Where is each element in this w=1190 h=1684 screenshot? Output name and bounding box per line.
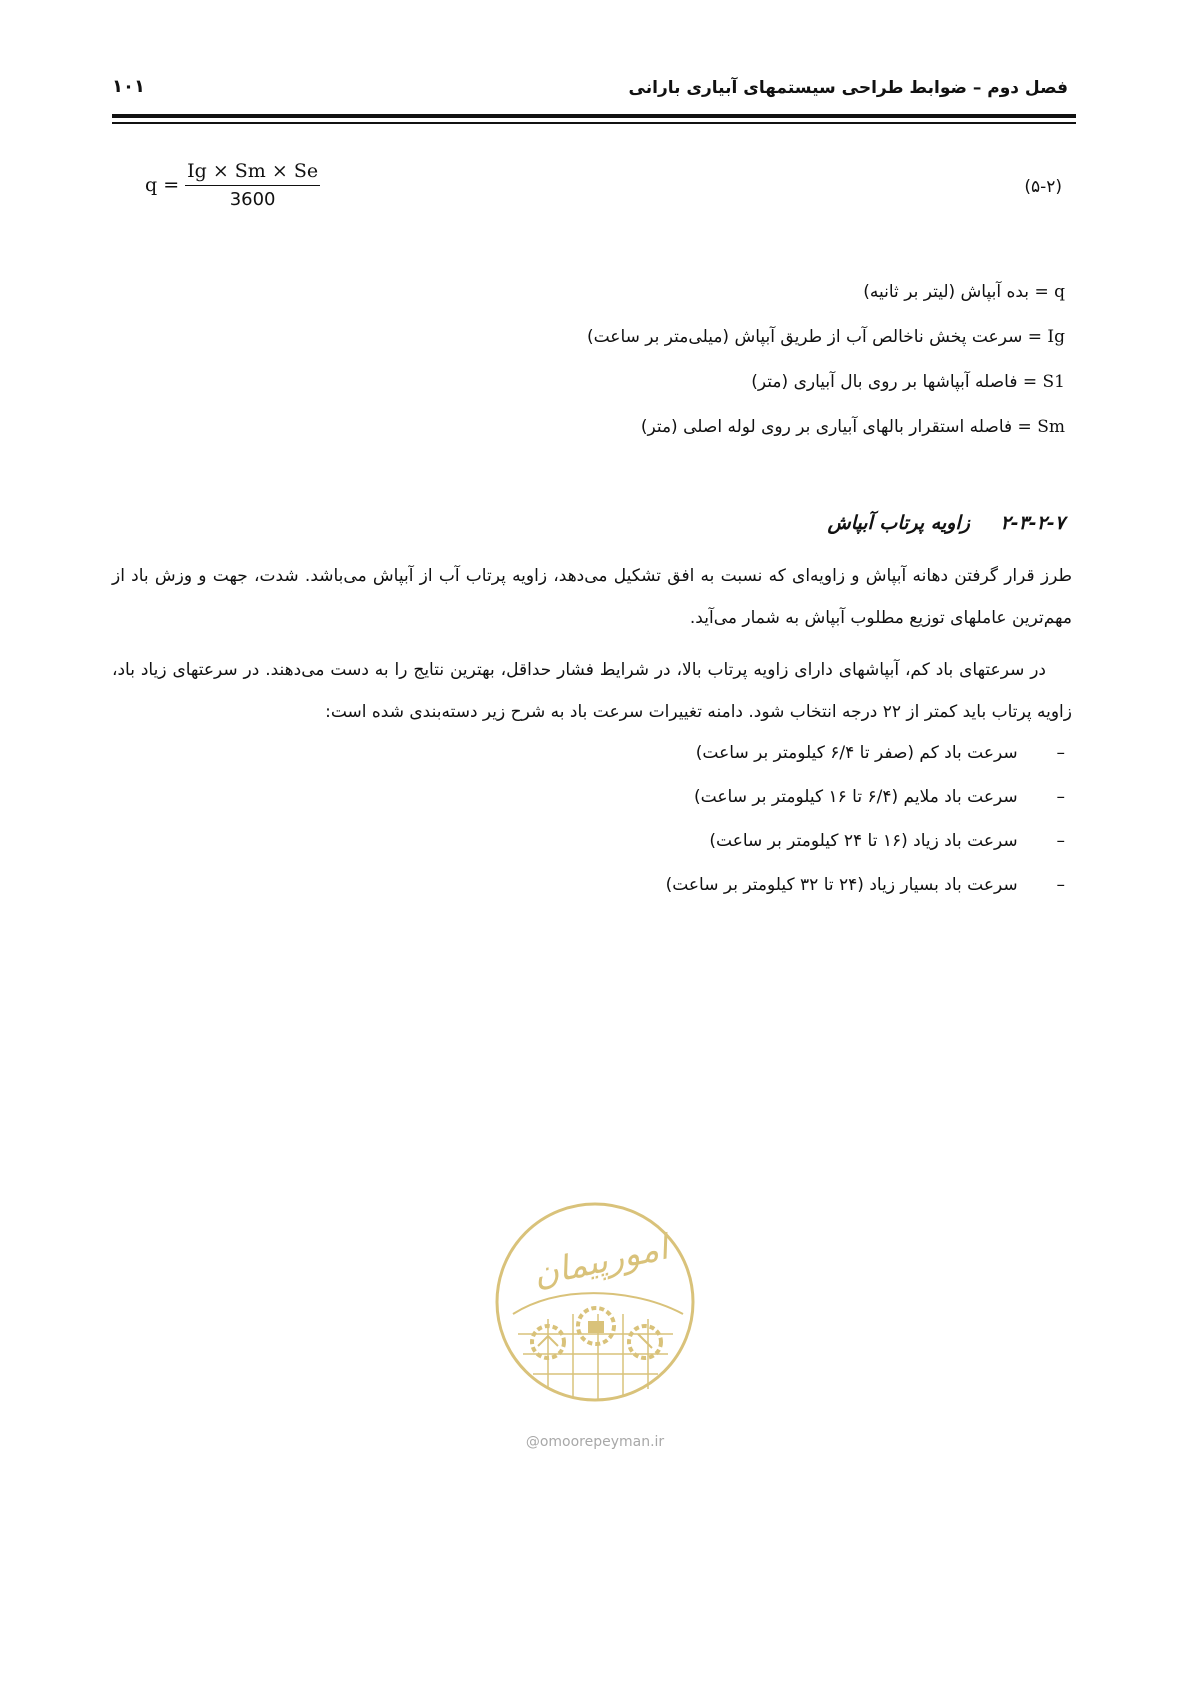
definition-line: [587, 412, 1065, 457]
watermark-logo-text: امورپیمان: [529, 1227, 672, 1295]
page-number: ۱۰۱: [112, 76, 145, 97]
formula-denominator: 3600: [229, 189, 276, 210]
formula-lhs: q =: [145, 174, 180, 196]
definition-text: = سرعت پخش ناخالص آب از طریق آبپاش (میلی‌متر بر ساعت): [586, 327, 1042, 347]
list-dash: –: [1056, 743, 1065, 763]
definition-line: [587, 322, 1065, 367]
list-item: [666, 781, 1065, 825]
list-item: [666, 737, 1065, 781]
definition-symbol: Ig: [1047, 327, 1065, 347]
list-item: [666, 869, 1065, 913]
section-title: زاویه پرتاب آبپاش: [827, 512, 970, 534]
body-paragraph: طرز قرار گرفتن دهانه آبپاش و زاویه‌ای که نسبت به افق تشکیل می‌دهد، زاویه پرتاب آب از آبپاش می‌باشد. شدت، جهت و وزش باد از مهم‌ترین عاملهای توزیع مطلوب آبپاش به شمار می‌آید.: [112, 566, 1072, 628]
formula: [145, 160, 320, 210]
formula-numerator: Ig × Sm × Se: [185, 160, 320, 186]
definition-text: = فاصله استقرار بالهای آبیاری بر روی لوله اصلی (متر): [640, 417, 1032, 437]
watermark-logo: [493, 1194, 698, 1409]
page-header-title: فصل دوم – ضوابط طراحی سیستمهای آبیاری بارانی: [628, 78, 1068, 98]
definition-line: [587, 367, 1065, 412]
watermark-url: @omoorepeyman.ir: [525, 1434, 665, 1450]
header-rule-thin: [112, 122, 1076, 124]
definition-text: = بده آبپاش (لیتر بر ثانیه): [863, 282, 1049, 302]
list-dash: –: [1056, 875, 1065, 895]
definition-text: = فاصله آبپاشها بر روی بال آبیاری (متر): [751, 372, 1038, 392]
definition-symbol: S1: [1042, 372, 1065, 392]
definitions-list: [587, 277, 1065, 457]
section-number: ۲-۳-۲-۷: [1000, 512, 1065, 534]
list-item-text: سرعت باد زیاد (۱۶ تا ۲۴ کیلومتر بر ساعت): [709, 831, 1018, 851]
equation-number: (۵-۲): [1024, 177, 1062, 197]
list-dash: –: [1056, 831, 1065, 851]
section-heading: [828, 512, 1065, 534]
body-paragraph: در سرعتهای باد کم، آبپاشهای دارای زاویه پرتاب بالا، در شرایط فشار حداقل، بهترین نتایج را به دست می‌دهند. در سرعتهای زیاد باد، زاویه پرتاب باید کمتر از ۲۲ درجه انتخاب شود. دامنه تغییرات سرعت باد به شرح زیر دسته‌بندی شده است:: [112, 660, 1072, 722]
list-item-text: سرعت باد بسیار زیاد (۲۴ تا ۳۲ کیلومتر بر ساعت): [665, 875, 1018, 895]
definition-symbol: q: [1054, 282, 1065, 302]
list-dash: –: [1056, 787, 1065, 807]
header-rule-thick: [112, 114, 1076, 118]
list-item: [666, 825, 1065, 869]
formula-fraction: [185, 160, 320, 210]
list-item-text: سرعت باد ملایم (۶/۴ تا ۱۶ کیلومتر بر ساعت): [694, 787, 1018, 807]
definition-line: [587, 277, 1065, 322]
list-item-text: سرعت باد کم (صفر تا ۶/۴ کیلومتر بر ساعت): [695, 743, 1018, 763]
wind-speed-list: [666, 737, 1065, 913]
definition-symbol: Sm: [1037, 417, 1065, 437]
